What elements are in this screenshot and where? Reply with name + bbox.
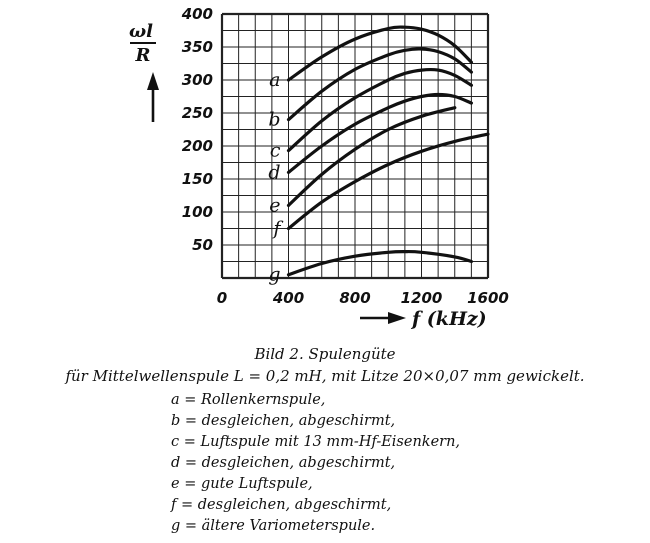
y-tick-label: 250 [181, 104, 213, 122]
x-axis-label: f (kHz) [412, 308, 487, 330]
legend-item-f: f = desgleichen, abgeschirmt, [171, 497, 392, 513]
legend-item-e: e = gute Luftspule, [171, 476, 313, 492]
legend-item-g: g = ältere Variometerspule. [171, 518, 376, 534]
grid [222, 14, 488, 278]
y-tick-label: 300 [181, 71, 213, 89]
series-label-a: a [269, 69, 281, 91]
x-tick-label: 0 [216, 289, 228, 307]
y-tick-label: 400 [181, 5, 213, 23]
x-axis-arrow-icon [360, 312, 406, 324]
y-axis-arrow-icon [147, 72, 159, 122]
y-label-bottom: R [135, 45, 151, 66]
x-tick-label: 1600 [467, 289, 509, 307]
series-label-g: g [268, 263, 281, 286]
x-tick-label: 400 [272, 289, 305, 307]
y-tick-label: 50 [192, 236, 213, 254]
y-label-top: ωl [129, 21, 153, 42]
series-line-g [289, 252, 472, 275]
labels [268, 69, 283, 286]
legend-item-a: a = Rollenkernspule, [171, 392, 326, 408]
series-label-b: b [268, 108, 281, 131]
figure-subtitle: für Mittelwellenspule L = 0,2 mH, mit Litze 20×0,07 mm gewickelt. [65, 367, 585, 385]
y-tick-label: 350 [181, 38, 213, 56]
y-tick-label: 100 [181, 203, 213, 221]
legend-item-c: c = Luftspule mit 13 mm-Hf-Eisenkern, [171, 434, 461, 450]
series-label-f: f [273, 217, 281, 240]
series-label-d: d [268, 161, 281, 184]
legend-item-d: d = desgleichen, abgeschirmt, [171, 455, 396, 471]
x-tick-label: 1200 [400, 289, 443, 307]
series-label-c: c [269, 139, 281, 162]
series-label-e: e [269, 194, 281, 217]
x-tick-label: 800 [339, 289, 371, 307]
legend [171, 390, 460, 537]
y-tick-label: 150 [181, 170, 213, 188]
legend-item-b: b = desgleichen, abgeschirmt, [171, 413, 396, 429]
figure-caption: Bild 2. Spulengüte [254, 345, 396, 363]
y-tick-label: 200 [181, 137, 213, 155]
